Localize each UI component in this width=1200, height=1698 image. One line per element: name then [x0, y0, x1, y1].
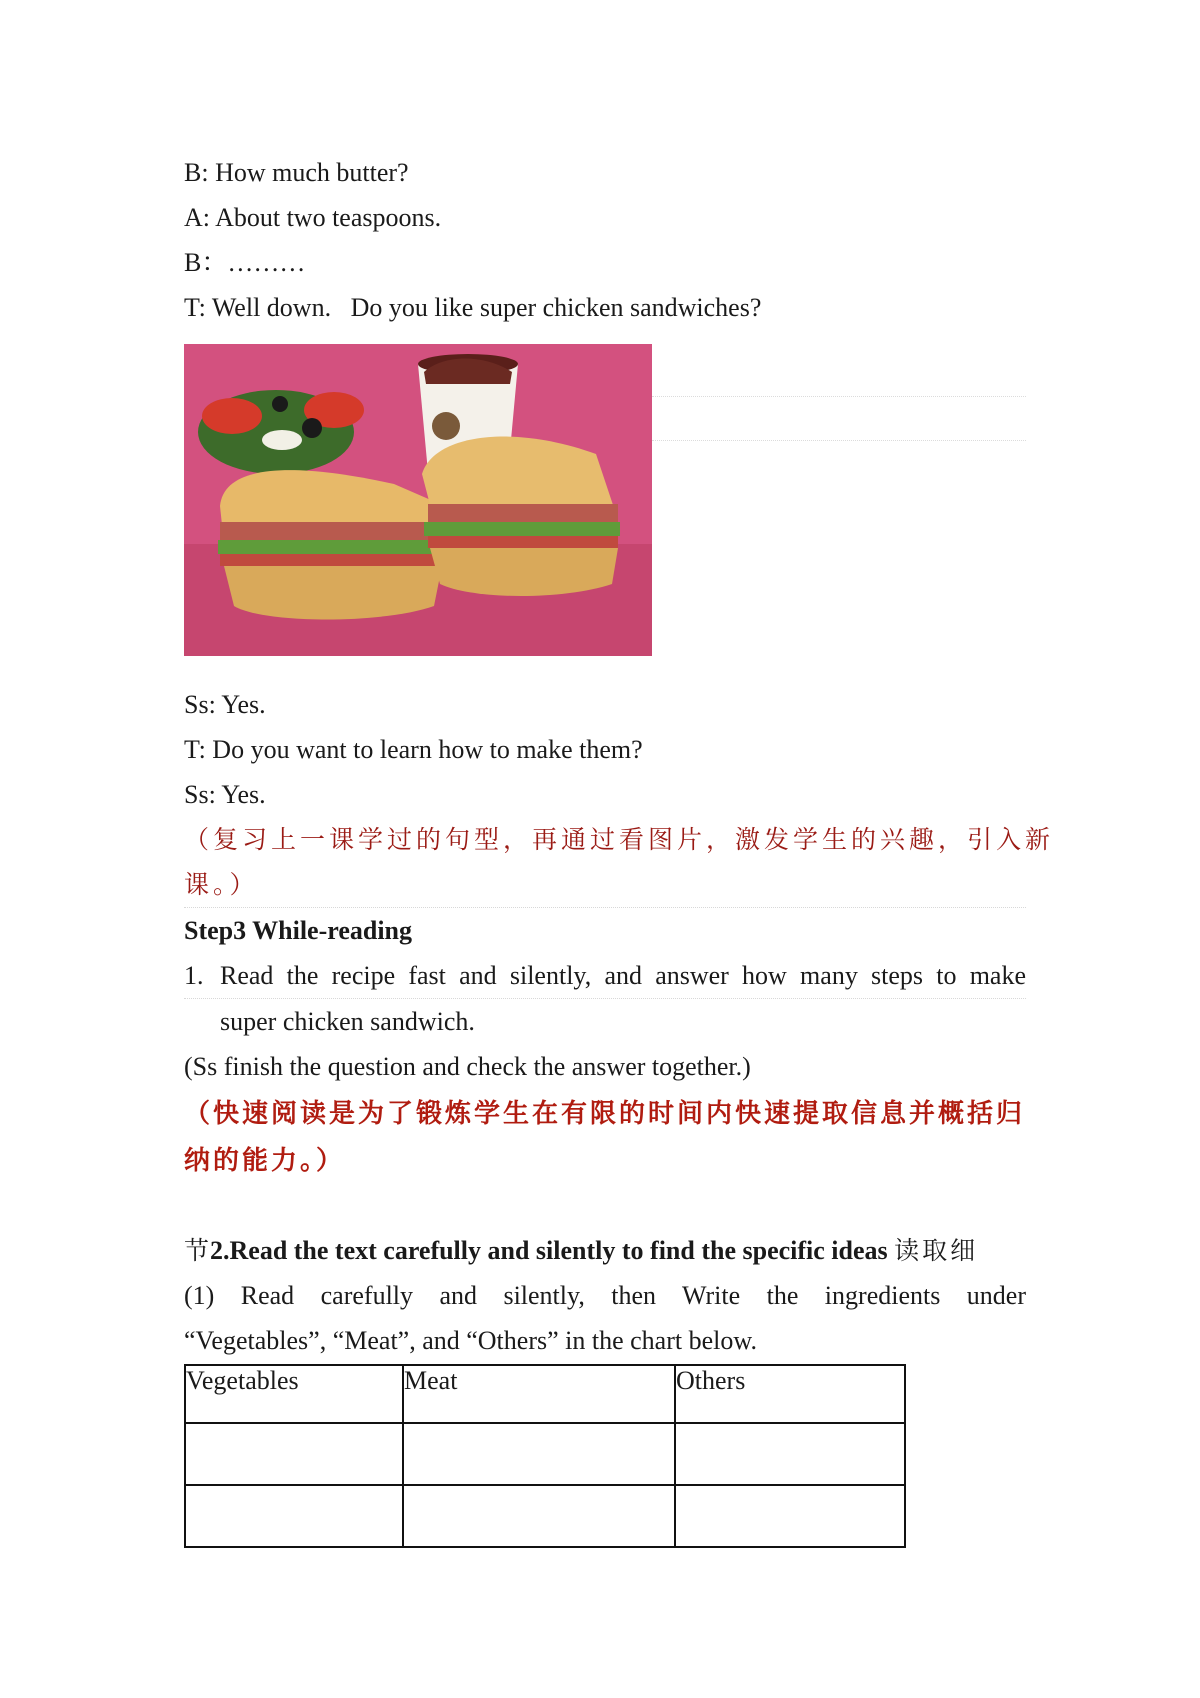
ingredients-chart [184, 1364, 906, 1548]
chart-cell[interactable] [403, 1485, 675, 1547]
item-note: (Ss finish the question and check the answer together.) [184, 1052, 751, 1081]
item-text: super chicken sandwich. [220, 1007, 475, 1036]
task-heading-cn: 读取细 [894, 1236, 979, 1265]
dialogue-line: T: Do you want to learn how to make them? [184, 735, 643, 764]
teaching-note: （快速阅读是为了锻炼学生在有限的时间内快速提取信息并概括归 [184, 1099, 1026, 1129]
chart-cell[interactable] [403, 1423, 675, 1485]
chart-header-row [185, 1365, 905, 1423]
task-item [184, 953, 1026, 999]
photo-block [184, 344, 1026, 682]
dialogue-line: B: How much butter? [184, 158, 409, 187]
step-heading: Step3 While-reading [184, 916, 413, 945]
chart-header: Meat [403, 1365, 675, 1423]
task-heading-cn: 节 [184, 1236, 213, 1265]
chart-header: Vegetables [185, 1365, 403, 1423]
divider [652, 440, 1026, 441]
teaching-note: 纳的能力。） [184, 1146, 346, 1176]
chart-cell[interactable] [185, 1485, 403, 1547]
chart-row [185, 1485, 905, 1547]
sandwich-photo [184, 344, 652, 656]
item-number: 1. [184, 961, 204, 990]
chart-cell[interactable] [185, 1423, 403, 1485]
teaching-note: 课。） [184, 862, 1026, 908]
chart-header: Others [675, 1365, 905, 1423]
dialogue-line: Ss: Yes. [184, 780, 266, 809]
task-instruction: (1) Read carefully and silently, then Write the ingredients under [184, 1281, 1026, 1310]
chart-cell[interactable] [675, 1423, 905, 1485]
task-heading-text: 2.Read the text carefully and silently to find the specific ideas [210, 1236, 895, 1265]
dialogue-line: T: Well down. Do you like super chicken sandwiches? [184, 293, 762, 322]
divider [652, 396, 1026, 397]
item-text: Read the recipe fast and silently, and answer how many steps to make [220, 961, 1026, 990]
task-heading [184, 1183, 1026, 1265]
dialogue-line: Ss: Yes. [184, 690, 266, 719]
dialogue-line: B：……… [184, 248, 306, 277]
teaching-note: （复习上一课学过的句型，再通过看图片，激发学生的兴趣，引入新 [184, 825, 1055, 854]
dialogue-line: A: About two teaspoons. [184, 203, 442, 232]
task-instruction: “Vegetables”, “Meat”, and “Others” in the chart below. [184, 1326, 757, 1355]
document-page [184, 150, 1055, 1548]
chart-cell[interactable] [675, 1485, 905, 1547]
chart-row [185, 1423, 905, 1485]
